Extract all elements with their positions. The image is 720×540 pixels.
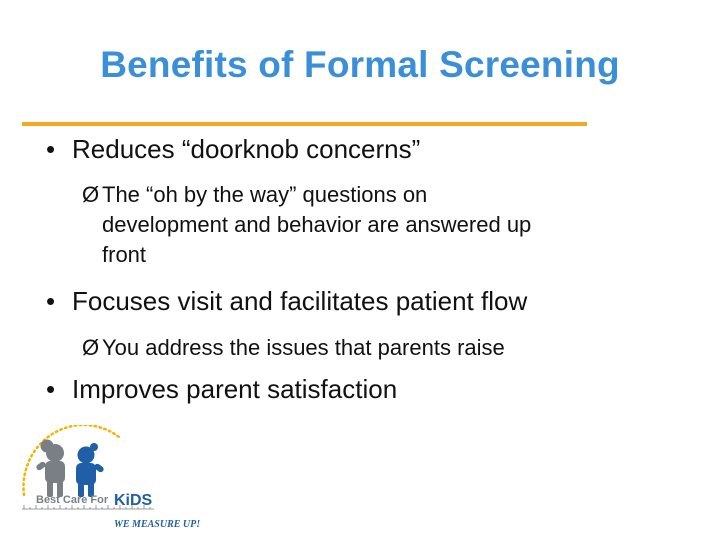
bullet-text: Reduces “doorknob concerns” xyxy=(72,134,421,164)
bullet-marker: • xyxy=(46,286,56,316)
sub-bullet-line: You address the issues that parents raise xyxy=(102,335,505,360)
sub-bullet-item xyxy=(82,180,531,270)
title-divider xyxy=(22,122,587,126)
bullet-marker: • xyxy=(46,134,56,164)
logo-kids-text: KiDS xyxy=(114,492,153,509)
logo-brand-text: Best Care For xyxy=(36,494,109,506)
best-care-for-kids-logo xyxy=(14,425,214,535)
sub-bullet-line: front xyxy=(102,242,147,267)
logo-tagline: WE MEASURE UP! xyxy=(114,519,201,530)
sub-bullet-line: The “oh by the way” questions on xyxy=(102,182,428,207)
bullet-item xyxy=(46,286,527,316)
bullet-item xyxy=(46,374,397,404)
bullet-item xyxy=(46,134,420,164)
slide-title: Benefits of Formal Screening xyxy=(100,44,620,85)
bullet-text: Improves parent satisfaction xyxy=(72,374,398,404)
bullet-marker: • xyxy=(46,374,56,404)
bullet-text: Focuses visit and facilitates patient flow xyxy=(72,286,528,316)
arrow-bullet-icon: Ø xyxy=(82,335,100,360)
sub-bullet-item xyxy=(82,333,505,363)
sub-bullet-line: development and behavior are answered up xyxy=(102,212,532,237)
arrow-bullet-icon: Ø xyxy=(82,182,100,207)
